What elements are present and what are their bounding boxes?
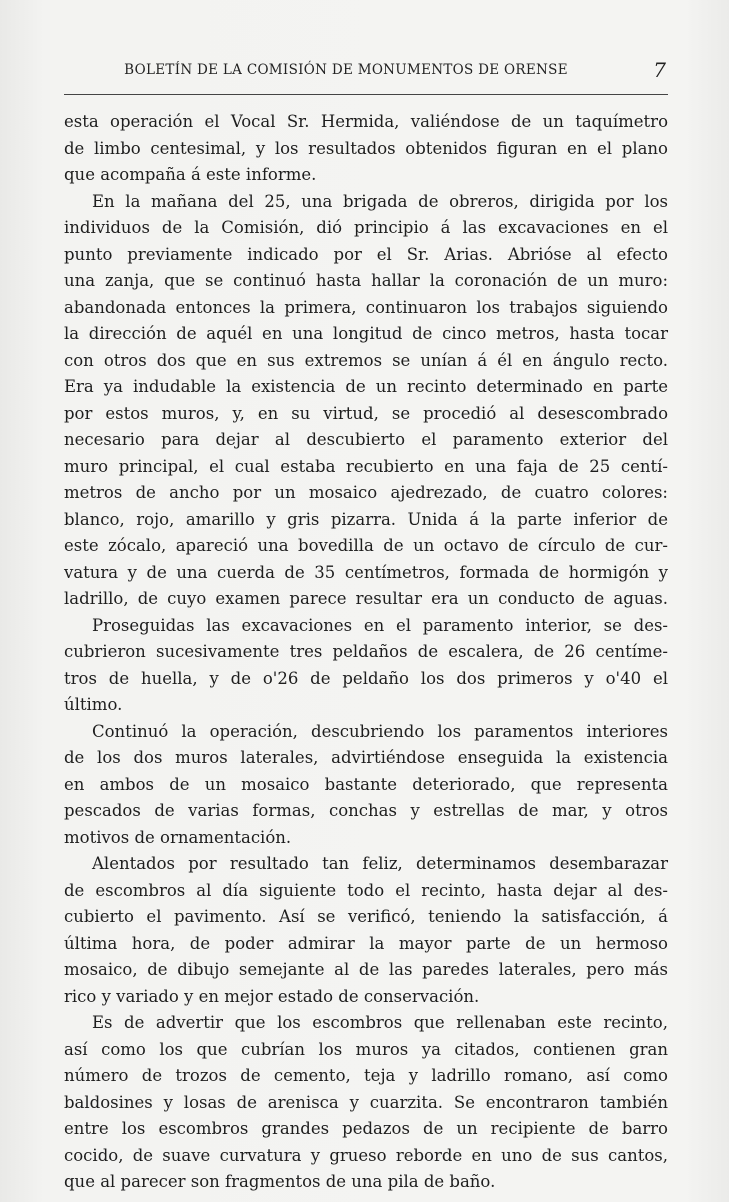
text-line: Proseguidas las excavaciones en el paramento interior, se des- <box>92 615 668 635</box>
body-text <box>64 109 668 1196</box>
text-line: vatura y de una cuerda de 35 centímetros, formada de hormigón y <box>64 562 668 582</box>
text-line: en ambos de un mosaico bastante deteriorado, que representa <box>64 774 668 794</box>
text-line: rico y variado y en mejor estado de conservación. <box>64 986 480 1006</box>
text-line: con otros dos que en sus extremos se unían á él en ángulo recto. <box>64 350 668 370</box>
running-title: BOLETÍN DE LA COMISIÓN DE MONUMENTOS DE ORENSE <box>124 62 568 78</box>
text-line: necesario para dejar al descubierto el paramento exterior del <box>64 430 668 449</box>
text-line: ladrillo, de cuyo examen parece resultar era un conducto de aguas. <box>64 589 668 608</box>
text-line: cocido, de suave curvatura y grueso reborde en uno de sus cantos, <box>64 1145 668 1165</box>
page-number: 7 <box>653 58 666 82</box>
page-header <box>66 58 666 86</box>
text-line: número de trozos de cemento, teja y ladrillo romano, así como <box>64 1066 668 1085</box>
text-line: así como los que cubrían los muros ya citados, contienen gran <box>64 1039 668 1059</box>
text-line: Continuó la operación, descubriendo los paramentos interiores <box>92 721 668 741</box>
text-line: pescados de varias formas, conchas y estrellas de mar, y otros <box>64 801 668 820</box>
text-line: la dirección de aquél en una longitud de cinco metros, hasta tocar <box>64 324 668 343</box>
text-line: tros de huella, y de o'26 de peldaño los dos primeros y o'40 el <box>64 668 668 688</box>
text-line: último. <box>64 695 123 714</box>
text-line: Era ya indudable la existencia de un recinto determinado en parte <box>64 377 668 396</box>
text-line: una zanja, que se continuó hasta hallar la coronación de un muro: <box>64 271 668 290</box>
text-line: abandonada entonces la primera, continuaron los trabajos siguiendo <box>64 297 668 317</box>
text-line: blanco, rojo, amarillo y gris pizarra. Unida á la parte inferior de <box>64 509 668 529</box>
text-line: esta operación el Vocal Sr. Hermida, valiéndose de un taquímetro <box>64 112 668 131</box>
text-line: este zócalo, apareció una bovedilla de un octavo de círculo de cur- <box>64 536 668 555</box>
text-line: muro principal, el cual estaba recubierto en una faja de 25 centí- <box>64 456 668 476</box>
header-rule <box>64 94 668 95</box>
text-line: última hora, de poder admirar la mayor parte de un hermoso <box>64 933 668 953</box>
text-line: cubrieron sucesivamente tres peldaños de escalera, de 26 centíme- <box>64 642 668 661</box>
text-line: que al parecer son fragmentos de una pila de baño. <box>64 1172 496 1191</box>
text-line: de los dos muros laterales, advirtiéndose enseguida la existencia <box>64 748 668 767</box>
text-line: de escombros al día siguiente todo el recinto, hasta dejar al des- <box>64 880 668 900</box>
text-line: En la mañana del 25, una brigada de obreros, dirigida por los <box>92 191 668 211</box>
text-line: mosaico, de dibujo semejante al de las paredes laterales, pero más <box>64 960 668 979</box>
text-line: entre los escombros grandes pedazos de un recipiente de barro <box>64 1119 668 1138</box>
text-line: cubierto el pavimento. Así se verificó, teniendo la satisfacción, á <box>64 907 668 926</box>
text-line: Es de advertir que los escombros que rellenaban este recinto, <box>92 1013 668 1032</box>
text-line: baldosines y losas de arenisca y cuarzita. Se encontraron también <box>64 1092 668 1112</box>
text-line: que acompaña á este informe. <box>64 165 317 184</box>
text-line: individuos de la Comisión, dió principio á las excavaciones en el <box>64 218 668 237</box>
text-line: por estos muros, y, en su virtud, se procedió al desescombrado <box>64 403 668 423</box>
text-line: motivos de ornamentación. <box>64 827 292 847</box>
text-line: punto previamente indicado por el Sr. Arias. Abrióse al efecto <box>64 244 668 264</box>
text-line: de limbo centesimal, y los resultados obtenidos figuran en el plano <box>64 138 668 158</box>
text-line: Alentados por resultado tan feliz, determinamos desembarazar <box>92 854 668 873</box>
text-line: metros de ancho por un mosaico ajedrezado, de cuatro colores: <box>64 483 668 502</box>
